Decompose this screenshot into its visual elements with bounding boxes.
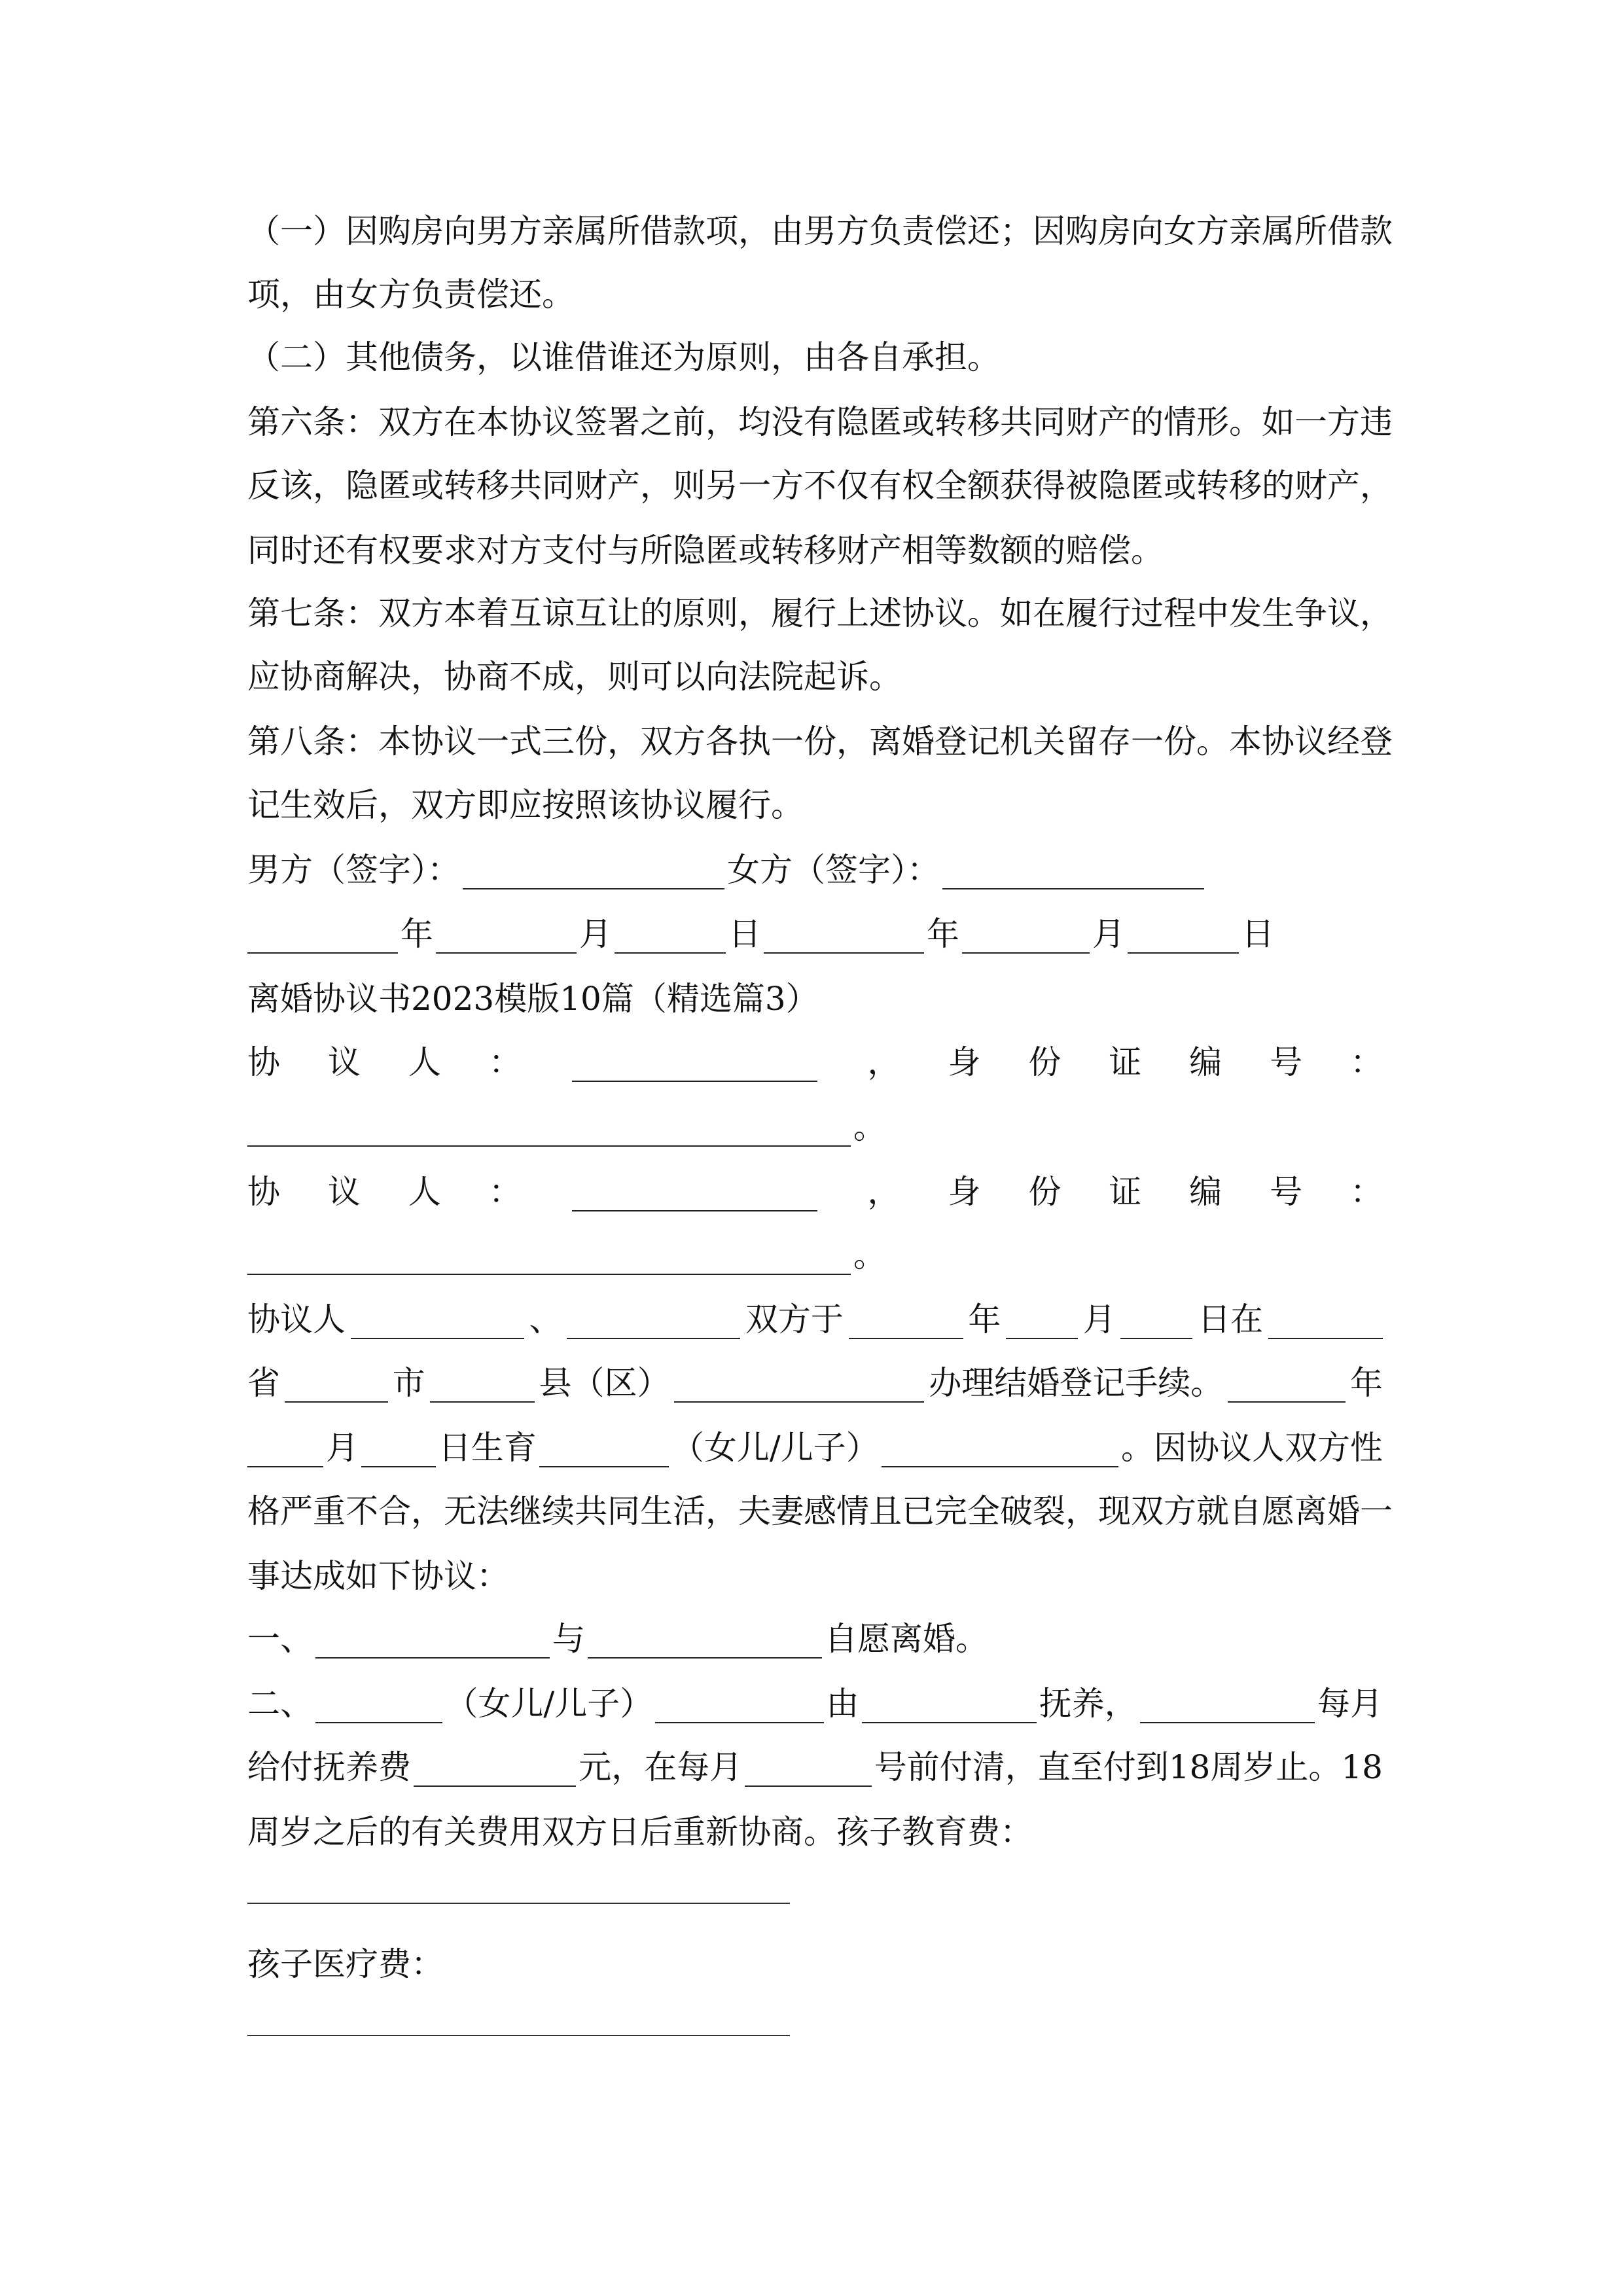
blank[interactable]	[615, 922, 726, 954]
text: 一、	[247, 1620, 313, 1658]
text: ，	[867, 1173, 901, 1211]
text: 由	[826, 1685, 859, 1723]
text: 协	[247, 1173, 280, 1211]
text: ：	[1349, 1043, 1383, 1081]
blank[interactable]	[436, 922, 577, 954]
text: 第七条：双方本着互谅互让的原则，履行上述协议。如在履行过程中发生争议，	[247, 594, 1393, 632]
blank[interactable]	[285, 1371, 388, 1403]
text: 元，在每月	[579, 1748, 743, 1786]
blank[interactable]	[1120, 1308, 1192, 1339]
text: 事达成如下协议：	[247, 1557, 509, 1595]
blank[interactable]	[414, 1755, 576, 1787]
text: 。	[853, 1236, 886, 1274]
text: 离婚协议书2023模版10篇（精选篇3）	[247, 980, 819, 1018]
id-number-field[interactable]	[247, 1115, 851, 1147]
medical-fee-field[interactable]	[247, 2035, 790, 2036]
blank[interactable]	[430, 1371, 535, 1403]
text: 日生育	[438, 1429, 537, 1467]
male-signature-field[interactable]	[463, 858, 724, 889]
text-line	[247, 1492, 1393, 1531]
text-line	[247, 466, 1393, 505]
party-line	[247, 1043, 1383, 1082]
text: 号	[1270, 1173, 1303, 1211]
text: 日	[1241, 915, 1274, 953]
blank[interactable]	[247, 1436, 323, 1467]
article-8	[247, 722, 1393, 761]
text: ：	[1349, 1173, 1383, 1211]
blank[interactable]	[1006, 1308, 1078, 1339]
text: 第六条：双方在本协议签署之前，均没有隐匿或转移共同财产的情形。如一方违	[247, 403, 1393, 441]
text: 。	[853, 1108, 886, 1146]
blank[interactable]	[674, 1371, 924, 1403]
section-title	[247, 979, 819, 1018]
text: （女儿/儿子）	[445, 1685, 653, 1723]
text: ，	[867, 1043, 901, 1081]
male-signature-label: 男方（签字）：	[247, 851, 460, 889]
text: 。因协议人双方性	[1121, 1429, 1383, 1467]
date-line	[247, 914, 1274, 954]
text: 月	[325, 1429, 359, 1467]
text: （二）其他债务，以谁借谁还为原则，由各自承担。	[247, 338, 1000, 376]
blank[interactable]	[315, 1692, 442, 1723]
text: 记生效后，双方即应按照该协议履行。	[247, 786, 804, 824]
text: ：	[488, 1043, 522, 1081]
text-line	[247, 1428, 1383, 1467]
text: 议	[327, 1173, 361, 1211]
text: 编	[1189, 1043, 1222, 1081]
text: 月	[579, 915, 612, 953]
text: 人	[408, 1043, 441, 1081]
text-line	[247, 1945, 444, 1984]
text: 证	[1109, 1173, 1142, 1211]
text-line	[247, 785, 804, 825]
text: 与	[552, 1620, 585, 1658]
text: 项，由女方负责偿还。	[247, 276, 575, 314]
text: 同时还有权要求对方支付与所隐匿或转移财产相等数额的赔偿。	[247, 531, 1164, 569]
text: 应协商解决，协商不成，则可以向法院起诉。	[247, 658, 902, 696]
text-line	[247, 1812, 1033, 1852]
party-name-field[interactable]	[572, 1180, 817, 1211]
text-line	[247, 275, 575, 314]
text: 办理结婚登记手续。	[929, 1364, 1224, 1402]
signature-line	[247, 850, 1207, 889]
text: 协	[247, 1043, 280, 1081]
blank[interactable]	[1268, 1308, 1383, 1339]
id-line	[247, 1236, 886, 1275]
text: 号前付清，直至付到18周岁止。18	[874, 1748, 1383, 1786]
article-6	[247, 403, 1393, 442]
text: 年	[1350, 1364, 1383, 1402]
female-signature-field[interactable]	[942, 858, 1204, 889]
blank[interactable]	[539, 1436, 669, 1467]
text-line	[247, 1363, 1383, 1403]
text: 自愿离婚。	[825, 1620, 988, 1658]
text: （一）因购房向男方亲属所借款项，由男方负责偿还；因购房向女方亲属所借款	[247, 212, 1393, 250]
text: 孩子医疗费：	[247, 1945, 444, 1983]
blank[interactable]	[315, 1627, 550, 1659]
blank[interactable]	[745, 1755, 871, 1787]
text: 身	[948, 1173, 981, 1211]
blank[interactable]	[247, 922, 398, 954]
text: 给付抚养费	[247, 1748, 411, 1786]
text-line	[247, 1300, 1383, 1339]
text: 编	[1189, 1173, 1222, 1211]
party-line	[247, 1172, 1383, 1211]
blank[interactable]	[361, 1436, 436, 1467]
text: 份	[1028, 1173, 1061, 1211]
text: 日	[728, 915, 761, 953]
party-name-field[interactable]	[572, 1050, 817, 1082]
text: 证	[1109, 1043, 1142, 1081]
text-line	[247, 1556, 509, 1596]
blank[interactable]	[849, 1308, 963, 1339]
text: 市	[392, 1364, 425, 1402]
text: 抚养，	[1039, 1685, 1137, 1723]
text: 县（区）	[539, 1364, 670, 1402]
text-line	[247, 657, 902, 696]
blank[interactable]	[588, 1627, 822, 1659]
text-line	[247, 211, 1393, 251]
text: 二、	[247, 1685, 313, 1723]
text: 年	[968, 1300, 1001, 1338]
clause-1	[247, 1619, 988, 1659]
blank[interactable]	[962, 922, 1090, 954]
text-line	[247, 338, 1000, 377]
text: 人	[408, 1173, 441, 1211]
text: 、	[529, 1300, 562, 1338]
blank[interactable]	[862, 1692, 1037, 1723]
blank[interactable]	[351, 1308, 524, 1339]
text: 身	[948, 1043, 981, 1081]
text: 议	[327, 1043, 361, 1081]
text: 年	[401, 915, 433, 953]
blank[interactable]	[882, 1436, 1118, 1467]
female-signature-label: 女方（签字）：	[727, 851, 940, 889]
text: 格严重不合，无法继续共同生活，夫妻感情且已完全破裂，现双方就自愿离婚一	[247, 1492, 1393, 1530]
text: 协议人	[247, 1300, 346, 1338]
text: ：	[488, 1173, 522, 1211]
text: 月	[1092, 915, 1125, 953]
text: 号	[1270, 1043, 1303, 1081]
clause-2	[247, 1684, 1383, 1723]
education-fee-field[interactable]	[247, 1903, 790, 1904]
text-line	[247, 1748, 1383, 1787]
blank[interactable]	[764, 922, 924, 954]
text: 份	[1028, 1043, 1061, 1081]
id-line	[247, 1107, 886, 1147]
text: 年	[927, 915, 959, 953]
text: 周岁之后的有关费用双方日后重新协商。孩子教育费：	[247, 1813, 1033, 1851]
text: 第八条：本协议一式三份，双方各执一份，离婚登记机关留存一份。本协议经登	[247, 723, 1393, 761]
blank[interactable]	[567, 1308, 740, 1339]
blank[interactable]	[1128, 922, 1239, 954]
text: （女儿/儿子）	[671, 1429, 879, 1467]
blank[interactable]	[1228, 1371, 1346, 1403]
text: 双方于	[745, 1300, 844, 1338]
text: 日在	[1198, 1300, 1264, 1338]
text: 省	[247, 1364, 280, 1402]
article-7	[247, 594, 1393, 633]
text: 每月	[1317, 1685, 1383, 1723]
text-line	[247, 531, 1164, 570]
text: 反该，隐匿或转移共同财产，则另一方不仅有权全额获得被隐匿或转移的财产，	[247, 467, 1393, 505]
text: 月	[1082, 1300, 1116, 1338]
blank[interactable]	[1140, 1692, 1315, 1723]
blank[interactable]	[655, 1692, 823, 1723]
id-number-field[interactable]	[247, 1244, 851, 1275]
